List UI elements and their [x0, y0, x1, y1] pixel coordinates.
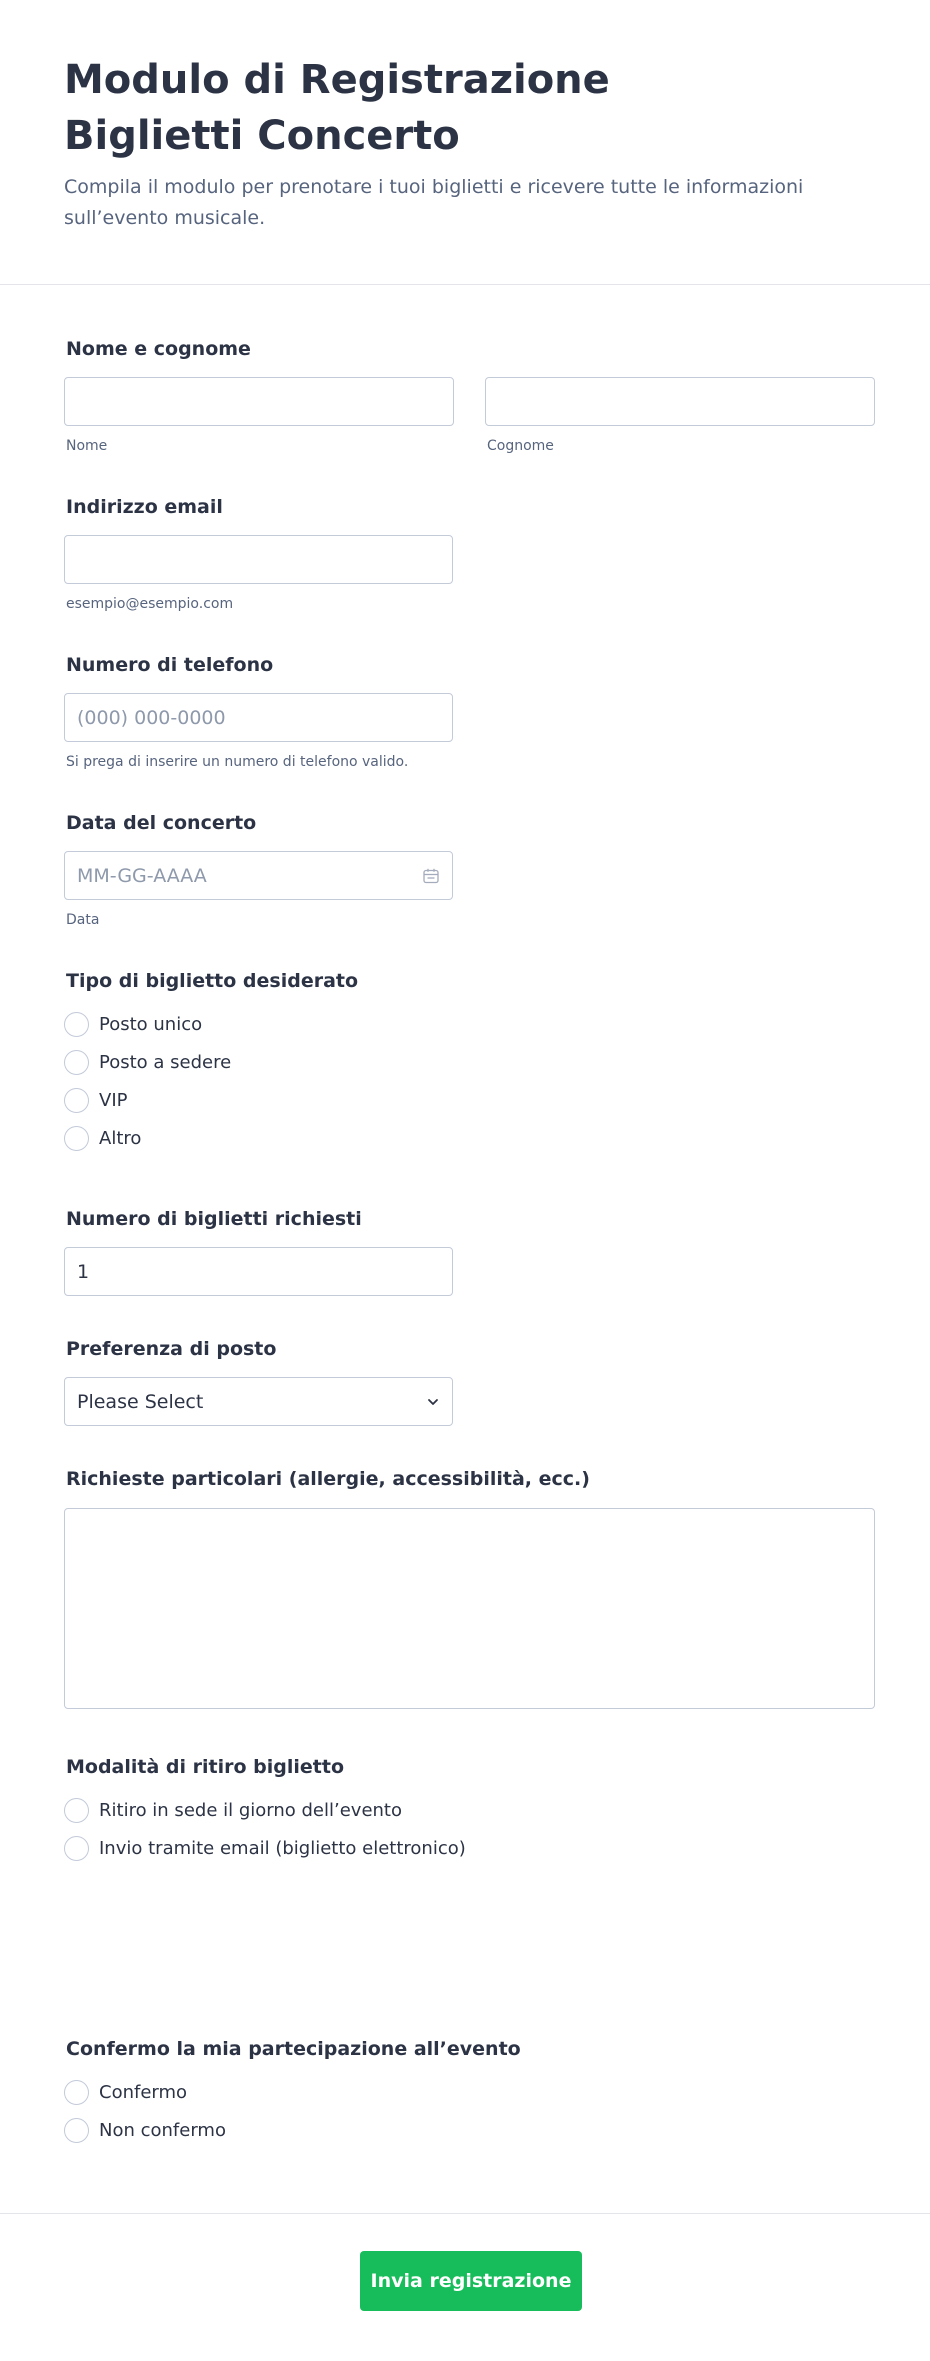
form-body [0, 336, 930, 2149]
first-name-input[interactable] [64, 377, 454, 426]
name-label: Nome e cognome [66, 338, 251, 360]
ticket-type-options [64, 1005, 876, 1157]
email-sublabel: esempio@esempio.com [66, 596, 234, 612]
radio-button[interactable] [64, 1126, 89, 1151]
radio-button[interactable] [64, 1798, 89, 1823]
radio-button[interactable] [64, 1050, 89, 1075]
seat-preference-label: Preferenza di posto [66, 1338, 277, 1360]
phone-sublabel: Si prega di inserire un numero di telefono valido. [66, 754, 409, 770]
radio-label: Posto unico [99, 1013, 203, 1035]
pickup-method-option[interactable] [64, 1791, 876, 1829]
ticket-count-input[interactable]: 1 [64, 1247, 453, 1296]
confirmation-field [64, 2036, 876, 2149]
ticket-type-option[interactable] [64, 1043, 876, 1081]
ticket-type-option[interactable] [64, 1005, 876, 1043]
date-sublabel: Data [66, 912, 100, 928]
special-requests-textarea[interactable] [64, 1508, 875, 1709]
chevron-down-icon [426, 1395, 440, 1409]
radio-label: Non confermo [99, 2119, 226, 2141]
form-footer [0, 2213, 930, 2361]
confirmation-option[interactable] [64, 2073, 876, 2111]
radio-button[interactable] [64, 1012, 89, 1037]
first-name-col [64, 377, 454, 454]
confirmation-option[interactable] [64, 2111, 876, 2149]
ticket-type-field [64, 968, 876, 1157]
name-row [64, 377, 876, 454]
last-name-col [485, 377, 875, 454]
ticket-count-label: Numero di biglietti richiesti [66, 1208, 362, 1230]
phone-label: Numero di telefono [66, 654, 274, 676]
pickup-method-label: Modalità di ritiro biglietto [66, 1756, 345, 1778]
first-name-sublabel: Nome [66, 438, 108, 454]
email-field [64, 494, 876, 612]
seat-preference-select[interactable] [64, 1377, 453, 1426]
radio-label: Posto a sedere [99, 1051, 232, 1073]
phone-field [64, 652, 876, 770]
radio-label: Ritiro in sede il giorno dell’evento [99, 1799, 403, 1821]
special-requests-field [64, 1466, 876, 1709]
phone-placeholder: (000) 000-0000 [77, 706, 226, 729]
date-input[interactable] [64, 851, 453, 900]
ticket-type-option[interactable] [64, 1081, 876, 1119]
ticket-count-field [64, 1206, 876, 1296]
confirmation-options [64, 2073, 876, 2149]
radio-label: VIP [99, 1089, 128, 1111]
date-placeholder: MM-GG-AAAA [77, 864, 207, 887]
submit-button[interactable]: Invia registrazione [360, 2251, 582, 2311]
radio-label: Altro [99, 1127, 142, 1149]
radio-label: Invio tramite email (biglietto elettronico) [99, 1837, 466, 1859]
phone-input[interactable] [64, 693, 453, 742]
email-label: Indirizzo email [66, 496, 223, 518]
pickup-method-field [64, 1754, 876, 1867]
radio-button[interactable] [64, 1088, 89, 1113]
radio-button[interactable] [64, 2080, 89, 2105]
page-subtitle: Compila il modulo per prenotare i tuoi biglietti e ricevere tutte le informazioni sull’evento musicale. [64, 176, 804, 229]
confirmation-label: Confermo la mia partecipazione all’evento [66, 2038, 521, 2060]
date-field [64, 810, 876, 928]
pickup-method-options [64, 1791, 876, 1867]
special-requests-label: Richieste particolari (allergie, accessibilità, ecc.) [66, 1468, 590, 1490]
radio-label: Confermo [99, 2081, 188, 2103]
pickup-method-option[interactable] [64, 1829, 876, 1867]
last-name-input[interactable] [485, 377, 875, 426]
name-field [64, 336, 876, 454]
seat-preference-field [64, 1336, 876, 1426]
seat-preference-value: Please Select [77, 1390, 204, 1413]
calendar-icon[interactable] [422, 867, 440, 885]
date-label: Data del concerto [66, 812, 257, 834]
ticket-type-option[interactable] [64, 1119, 876, 1157]
form-header [0, 0, 930, 285]
ticket-type-label: Tipo di biglietto desiderato [66, 970, 359, 992]
radio-button[interactable] [64, 1836, 89, 1861]
page-title: Modulo di Registrazione Biglietti Concerto [64, 57, 610, 159]
radio-button[interactable] [64, 2118, 89, 2143]
last-name-sublabel: Cognome [487, 438, 554, 454]
email-input[interactable] [64, 535, 453, 584]
